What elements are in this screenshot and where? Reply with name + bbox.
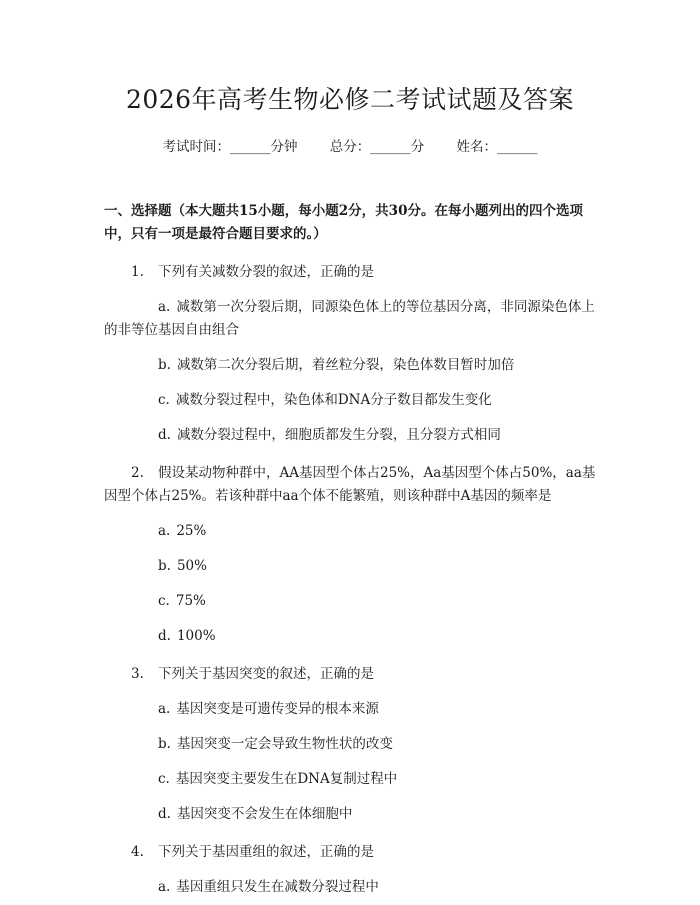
option-label: a. bbox=[158, 523, 171, 539]
option-text: 基因重组只发生在减数分裂过程中 bbox=[176, 879, 379, 895]
option-label: b. bbox=[158, 357, 171, 373]
option-label: d. bbox=[158, 427, 171, 443]
question-2-option-b bbox=[104, 555, 596, 578]
question-1-option-c bbox=[104, 389, 596, 412]
question-4-option-a bbox=[104, 876, 596, 899]
option-label: a. bbox=[158, 701, 171, 717]
option-text: 25% bbox=[176, 523, 207, 539]
question-number: 3. bbox=[131, 666, 144, 682]
student-name-field: 姓名：______ bbox=[456, 139, 538, 155]
question-2 bbox=[104, 462, 596, 508]
question-3-option-b bbox=[104, 733, 596, 756]
option-label: c. bbox=[158, 392, 170, 408]
question-1-option-b bbox=[104, 354, 596, 377]
exam-time-field: 考试时间：______分钟 bbox=[162, 139, 298, 155]
option-label: d. bbox=[158, 628, 171, 644]
question-3-option-d bbox=[104, 803, 596, 826]
option-text: 减数第二次分裂后期，着丝粒分裂，染色体数目暂时加倍 bbox=[176, 357, 515, 373]
option-label: a. bbox=[158, 299, 171, 315]
question-number: 2. bbox=[131, 465, 144, 481]
question-3-option-c bbox=[104, 768, 596, 791]
option-text: 基因突变不会发生在体细胞中 bbox=[176, 806, 353, 822]
question-stem: 假设某动物种群中，AA基因型个体占25%，Aa基因型个体占50%，aa基因型个体占25%。若该种群中aa个体不能繁殖，则该种群中A基因的频率是 bbox=[104, 465, 596, 504]
question-3 bbox=[104, 663, 596, 686]
question-number: 4. bbox=[131, 844, 144, 860]
option-label: b. bbox=[158, 736, 171, 752]
question-3-option-a bbox=[104, 698, 596, 721]
option-text: 75% bbox=[175, 593, 206, 609]
option-text: 基因突变主要发生在DNA复制过程中 bbox=[175, 771, 398, 787]
option-text: 减数分裂过程中，染色体和DNA分子数目都发生变化 bbox=[175, 392, 492, 408]
option-text: 100% bbox=[176, 628, 216, 644]
question-number: 1. bbox=[131, 264, 144, 280]
option-text: 减数第一次分裂后期，同源染色体上的等位基因分离，非同源染色体上的非等位基因自由组合 bbox=[104, 299, 595, 338]
option-label: c. bbox=[158, 771, 170, 787]
question-4 bbox=[104, 841, 596, 864]
question-stem: 下列关于基因重组的叙述，正确的是 bbox=[158, 844, 374, 860]
exam-info-line bbox=[104, 136, 596, 158]
option-text: 50% bbox=[176, 558, 207, 574]
total-score-field: 总分：______分 bbox=[329, 139, 425, 155]
question-2-option-d bbox=[104, 625, 596, 648]
question-stem: 下列有关减数分裂的叙述，正确的是 bbox=[158, 264, 374, 280]
document-title: 2026年高考生物必修二考试试题及答案 bbox=[125, 85, 575, 114]
question-2-option-c bbox=[104, 590, 596, 613]
option-label: d. bbox=[158, 806, 171, 822]
question-1-option-d bbox=[104, 424, 596, 447]
question-1-option-a bbox=[104, 296, 596, 342]
question-2-option-a bbox=[104, 520, 596, 543]
option-text: 减数分裂过程中，细胞质都发生分裂，且分裂方式相同 bbox=[176, 427, 501, 443]
question-1 bbox=[104, 261, 596, 284]
option-label: a. bbox=[158, 879, 171, 895]
question-stem: 下列关于基因突变的叙述，正确的是 bbox=[158, 666, 374, 682]
option-label: b. bbox=[158, 558, 171, 574]
option-text: 基因突变一定会导致生物性状的改变 bbox=[176, 736, 393, 752]
section-heading-multiple-choice: 一、选择题（本大题共15小题，每小题2分，共30分。在每小题列出的四个选项中，只有一项是最符合题目要求的。） bbox=[104, 203, 583, 242]
option-text: 基因突变是可遗传变异的根本来源 bbox=[176, 701, 379, 717]
option-label: c. bbox=[158, 593, 170, 609]
